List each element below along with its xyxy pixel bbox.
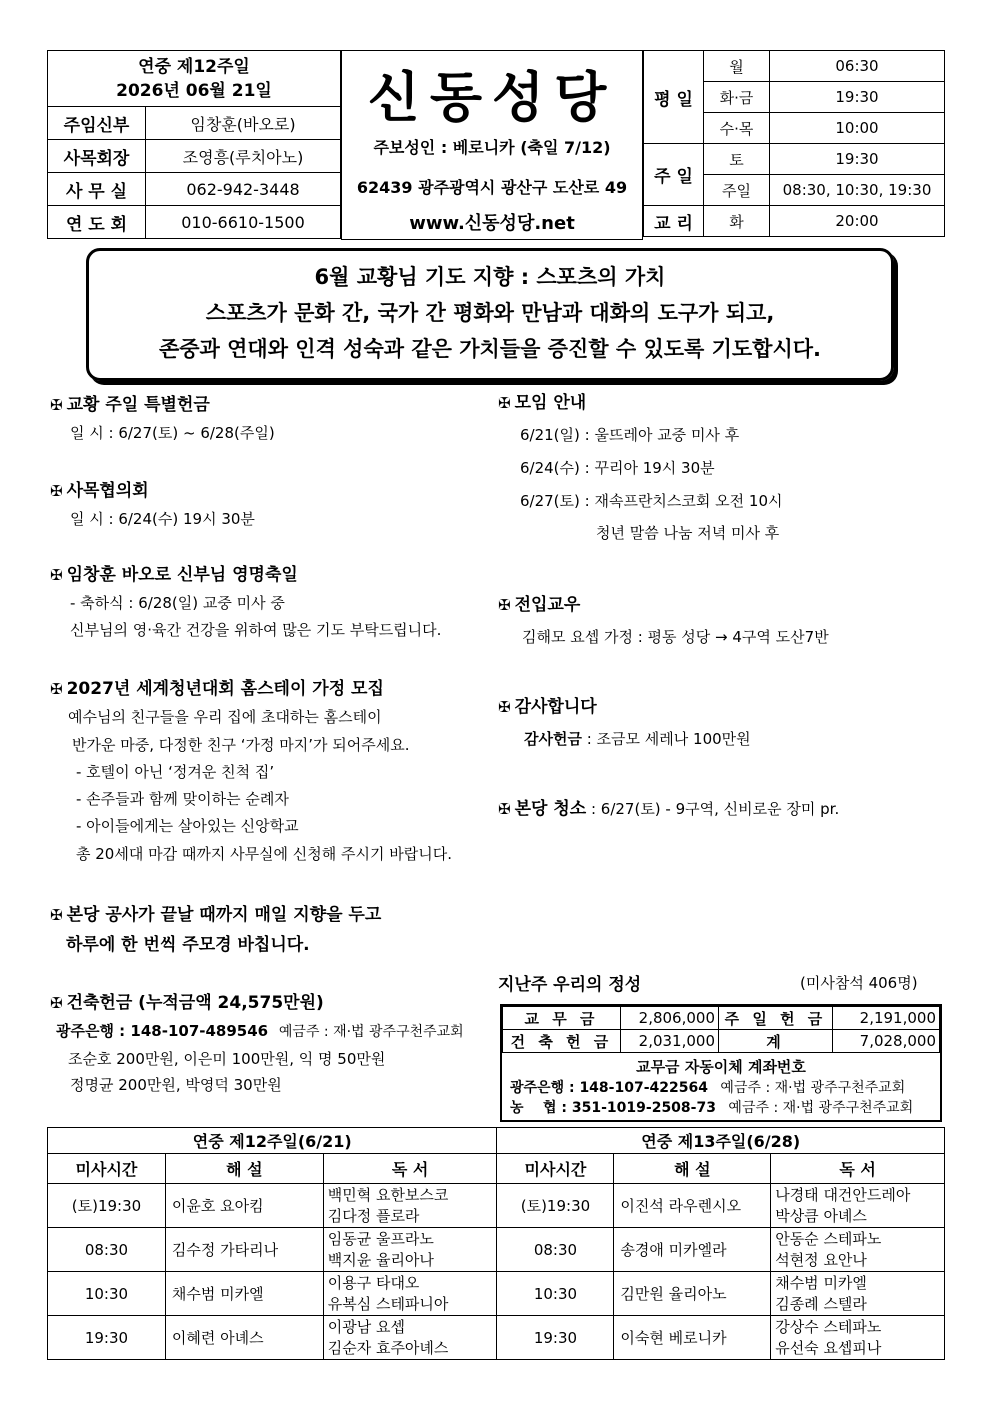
offering-table <box>502 1006 940 1053</box>
weekday-label: 평 일 <box>644 51 704 144</box>
auto-transfer-title: 교무금 자동이체 계좌번호 <box>636 1058 806 1076</box>
offering-label: 계 <box>719 1030 833 1053</box>
notice-text: 6/24(수) : 꾸리아 19시 30분 <box>520 459 715 477</box>
notice-title: ✠ 2027년 세계청년대회 홈스테이 가정 모집 <box>50 679 384 699</box>
notice-text: 조순호 200만원, 이은미 100만원, 익 명 50만원 <box>68 1050 386 1068</box>
info-value: 임창훈(바오로) <box>146 107 341 140</box>
bank-account: 광주은행 : 148-107-422564 <box>510 1080 708 1096</box>
offering-value: 7,028,000 <box>833 1030 940 1053</box>
mass-time-cell: 08:30 <box>48 1228 166 1272</box>
auto-transfer-account <box>502 1097 940 1117</box>
info-value: 062-942-3448 <box>146 173 341 206</box>
commentator-cell: 이윤호 요아킴 <box>165 1184 323 1228</box>
commentator-cell: 채수범 미카엘 <box>165 1272 323 1316</box>
offering-value: 2,191,000 <box>833 1007 940 1030</box>
offering-value: 2,031,000 <box>621 1030 719 1053</box>
notice-text: - 축하식 : 6/28(일) 교중 미사 중 <box>70 594 285 612</box>
notice-text: - 아이들에게는 살아있는 신앙학교 <box>76 817 299 835</box>
notice-title: ✠ 사목협의회 <box>50 481 149 501</box>
patron-saint: 주보성인 : 베로니카 (축일 7/12) <box>373 138 611 157</box>
mass-day: 월 <box>704 51 770 82</box>
cross-icon: ✠ <box>50 994 63 1012</box>
notice-text: 일 시 : 6/27(토) ~ 6/28(주일) <box>70 424 275 442</box>
offering-title: 지난주 우리의 정성 <box>498 975 642 995</box>
cross-icon: ✠ <box>50 680 63 698</box>
attendance-count: (미사참석 406명) <box>800 974 918 992</box>
cross-icon: ✠ <box>498 698 511 716</box>
info-label: 사 무 실 <box>48 173 146 206</box>
mass-day: 화 <box>704 206 770 237</box>
reader-cell: 나경태 대건안드레아 박상큼 아녜스 <box>771 1184 945 1228</box>
notice-text: 예수님의 친구들을 우리 집에 초대하는 홈스테이 <box>68 708 382 726</box>
notice-text: 정명균 200만원, 박영덕 30만원 <box>70 1076 282 1094</box>
column-header: 해 설 <box>614 1154 771 1184</box>
mass-time: 06:30 <box>770 51 945 82</box>
bank-account: 농 협 : 351-1019-2508-73 <box>510 1100 716 1116</box>
offering-box <box>500 1004 942 1122</box>
notice-text: 총 20세대 마감 때까지 사무실에 신청해 주시기 바랍니다. <box>76 845 453 863</box>
notice-title: ✠ 건축헌금 (누적금액 24,575만원) <box>50 993 324 1013</box>
reader-cell: 임동균 울프라노 백지윤 율리아나 <box>323 1228 497 1272</box>
notice-text: 6/21(일) : 울뜨레아 교중 미사 후 <box>520 426 740 444</box>
catechism-label: 교 리 <box>644 206 704 237</box>
reader-cell: 강상수 스테파노 유선숙 요셉피나 <box>771 1316 945 1360</box>
bank-account: 광주은행 : 148-107-489546 <box>56 1022 269 1040</box>
notice-text: 신부님의 영·육간 건강을 위하여 많은 기도 부탁드립니다. <box>70 621 442 639</box>
church-name: 신동성당 <box>367 66 617 129</box>
mass-schedule-table <box>643 50 945 237</box>
cross-icon: ✠ <box>498 596 511 614</box>
prayer-intention-box <box>86 248 894 381</box>
notice-title: ✠ 전입교우 <box>498 595 581 615</box>
account-holder: 예금주 : 재·법 광주구천주교회 <box>720 1080 906 1096</box>
cross-icon: ✠ <box>498 394 511 412</box>
mass-time: 20:00 <box>770 206 945 237</box>
notice-text: - 손주들과 함께 맞이하는 순례자 <box>76 790 289 808</box>
notice-title: ✠ 임창훈 바오로 신부님 영명축일 <box>50 565 298 585</box>
week-title: 연중 제13주일(6/28) <box>497 1128 945 1154</box>
reader-cell: 백민혁 요한보스코 김다정 플로라 <box>323 1184 497 1228</box>
reader-cell: 안동순 스테파노 석현정 요안나 <box>771 1228 945 1272</box>
cross-icon: ✠ <box>50 566 63 584</box>
mass-time-cell: 19:30 <box>497 1316 614 1360</box>
cross-icon: ✠ <box>50 906 63 924</box>
notice-title: ✠ 본당 공사가 끝날 때까지 매일 지향을 두고 <box>50 905 382 925</box>
notice-title: ✠ 본당 청소 : 6/27(토) - 9구역, 신비로운 장미 pr. <box>498 799 840 819</box>
notice-text: 김해모 요셉 가정 : 평동 성당 → 4구역 도산7반 <box>522 628 829 646</box>
info-label: 사목회장 <box>48 140 146 173</box>
offering-label: 교 무 금 <box>503 1007 621 1030</box>
mass-time: 19:30 <box>770 82 945 113</box>
notice-text: 일 시 : 6/24(수) 19시 30분 <box>70 510 255 528</box>
cross-icon: ✠ <box>50 482 63 500</box>
mass-time-cell: 08:30 <box>497 1228 614 1272</box>
notice-title: ✠ 교황 주일 특별헌금 <box>50 395 210 415</box>
intention-line: 스포츠가 문화 간, 국가 간 평화와 만남과 대화의 도구가 되고, <box>205 301 775 325</box>
offering-label: 건 축 헌 금 <box>503 1030 621 1053</box>
reader-cell: 채수범 미카엘 김종례 스텔라 <box>771 1272 945 1316</box>
notice-text: 반가운 마중, 다정한 친구 ‘가정 마지’가 되어주세요. <box>72 736 410 754</box>
table-row <box>48 1184 945 1228</box>
column-header: 미사시간 <box>497 1154 614 1184</box>
commentator-cell: 송경애 미카엘라 <box>614 1228 771 1272</box>
notice-title: ✠ 모임 안내 <box>498 393 587 413</box>
offering-value: 2,806,000 <box>621 1007 719 1030</box>
notice-title: ✠ 감사합니다 <box>498 697 597 717</box>
week-label: 연중 제12주일 <box>138 56 250 77</box>
mass-time-cell: (토)19:30 <box>497 1184 614 1228</box>
mass-time-cell: (토)19:30 <box>48 1184 166 1228</box>
mass-day: 화·금 <box>704 82 770 113</box>
mass-time: 08:30, 10:30, 19:30 <box>770 175 945 206</box>
notice-title: 하루에 한 번씩 주모경 바칩니다. <box>66 935 310 955</box>
mass-time: 10:00 <box>770 113 945 144</box>
intention-line: 6월 교황님 기도 지향 : 스포츠의 가치 <box>314 265 666 289</box>
commentator-cell: 김수정 가타리나 <box>165 1228 323 1272</box>
building-fund-account <box>56 1020 464 1041</box>
mass-day: 주일 <box>704 175 770 206</box>
mass-time-cell: 10:30 <box>48 1272 166 1316</box>
column-header: 독 서 <box>323 1154 497 1184</box>
info-label: 주임신부 <box>48 107 146 140</box>
church-address: 62439 광주광역시 광산구 도산로 49 <box>356 178 628 197</box>
sunday-label: 주 일 <box>644 144 704 206</box>
commentator-cell: 이숙현 베로니카 <box>614 1316 771 1360</box>
cross-icon: ✠ <box>50 396 63 414</box>
church-title-block <box>341 50 643 240</box>
mass-time-cell: 10:30 <box>497 1272 614 1316</box>
mass-time: 19:30 <box>770 144 945 175</box>
header-info-table <box>47 50 341 239</box>
offering-label: 주 일 헌 금 <box>719 1007 833 1030</box>
cross-icon: ✠ <box>498 800 511 818</box>
date-label: 2026년 06월 21일 <box>116 80 272 101</box>
info-label: 연 도 회 <box>48 206 146 239</box>
commentator-cell: 이진석 라우렌시오 <box>614 1184 771 1228</box>
mass-day: 수·목 <box>704 113 770 144</box>
week-title: 연중 제12주일(6/21) <box>48 1128 497 1154</box>
intention-line: 존중과 연대와 인격 성숙과 같은 가치들을 증진할 수 있도록 기도합시다. <box>158 337 822 361</box>
info-value: 조영흥(루치아노) <box>146 140 341 173</box>
notice-text: - 호텔이 아닌 ‘정겨운 친척 집’ <box>76 763 275 781</box>
commentator-cell: 김만원 율리아노 <box>614 1272 771 1316</box>
column-header: 해 설 <box>165 1154 323 1184</box>
mass-time-cell: 19:30 <box>48 1316 166 1360</box>
week-date <box>48 51 341 107</box>
notice-text: 6/27(토) : 재속프란치스코회 오전 10시 <box>520 492 783 510</box>
ministry-schedule-table <box>47 1127 945 1360</box>
account-holder: 예금주 : 재·법 광주구천주교회 <box>728 1100 914 1116</box>
reader-cell: 이광남 요셉 김순자 효주아녜스 <box>323 1316 497 1360</box>
auto-transfer-account <box>502 1077 940 1097</box>
column-header: 미사시간 <box>48 1154 166 1184</box>
notice-text: 청년 말씀 나눔 저녁 미사 후 <box>596 524 780 542</box>
table-row <box>48 1272 945 1316</box>
reader-cell: 이용구 타대오 유복심 스테파니아 <box>323 1272 497 1316</box>
column-header: 독 서 <box>771 1154 945 1184</box>
notice-text: 감사헌금 : 조금모 세레나 100만원 <box>524 730 751 748</box>
church-website[interactable]: www.신동성당.net <box>409 213 575 234</box>
info-value: 010-6610-1500 <box>146 206 341 239</box>
table-row <box>48 1228 945 1272</box>
commentator-cell: 이혜련 아녜스 <box>165 1316 323 1360</box>
mass-day: 토 <box>704 144 770 175</box>
table-row <box>48 1316 945 1360</box>
account-holder: 예금주 : 재·법 광주구천주교회 <box>278 1024 464 1040</box>
